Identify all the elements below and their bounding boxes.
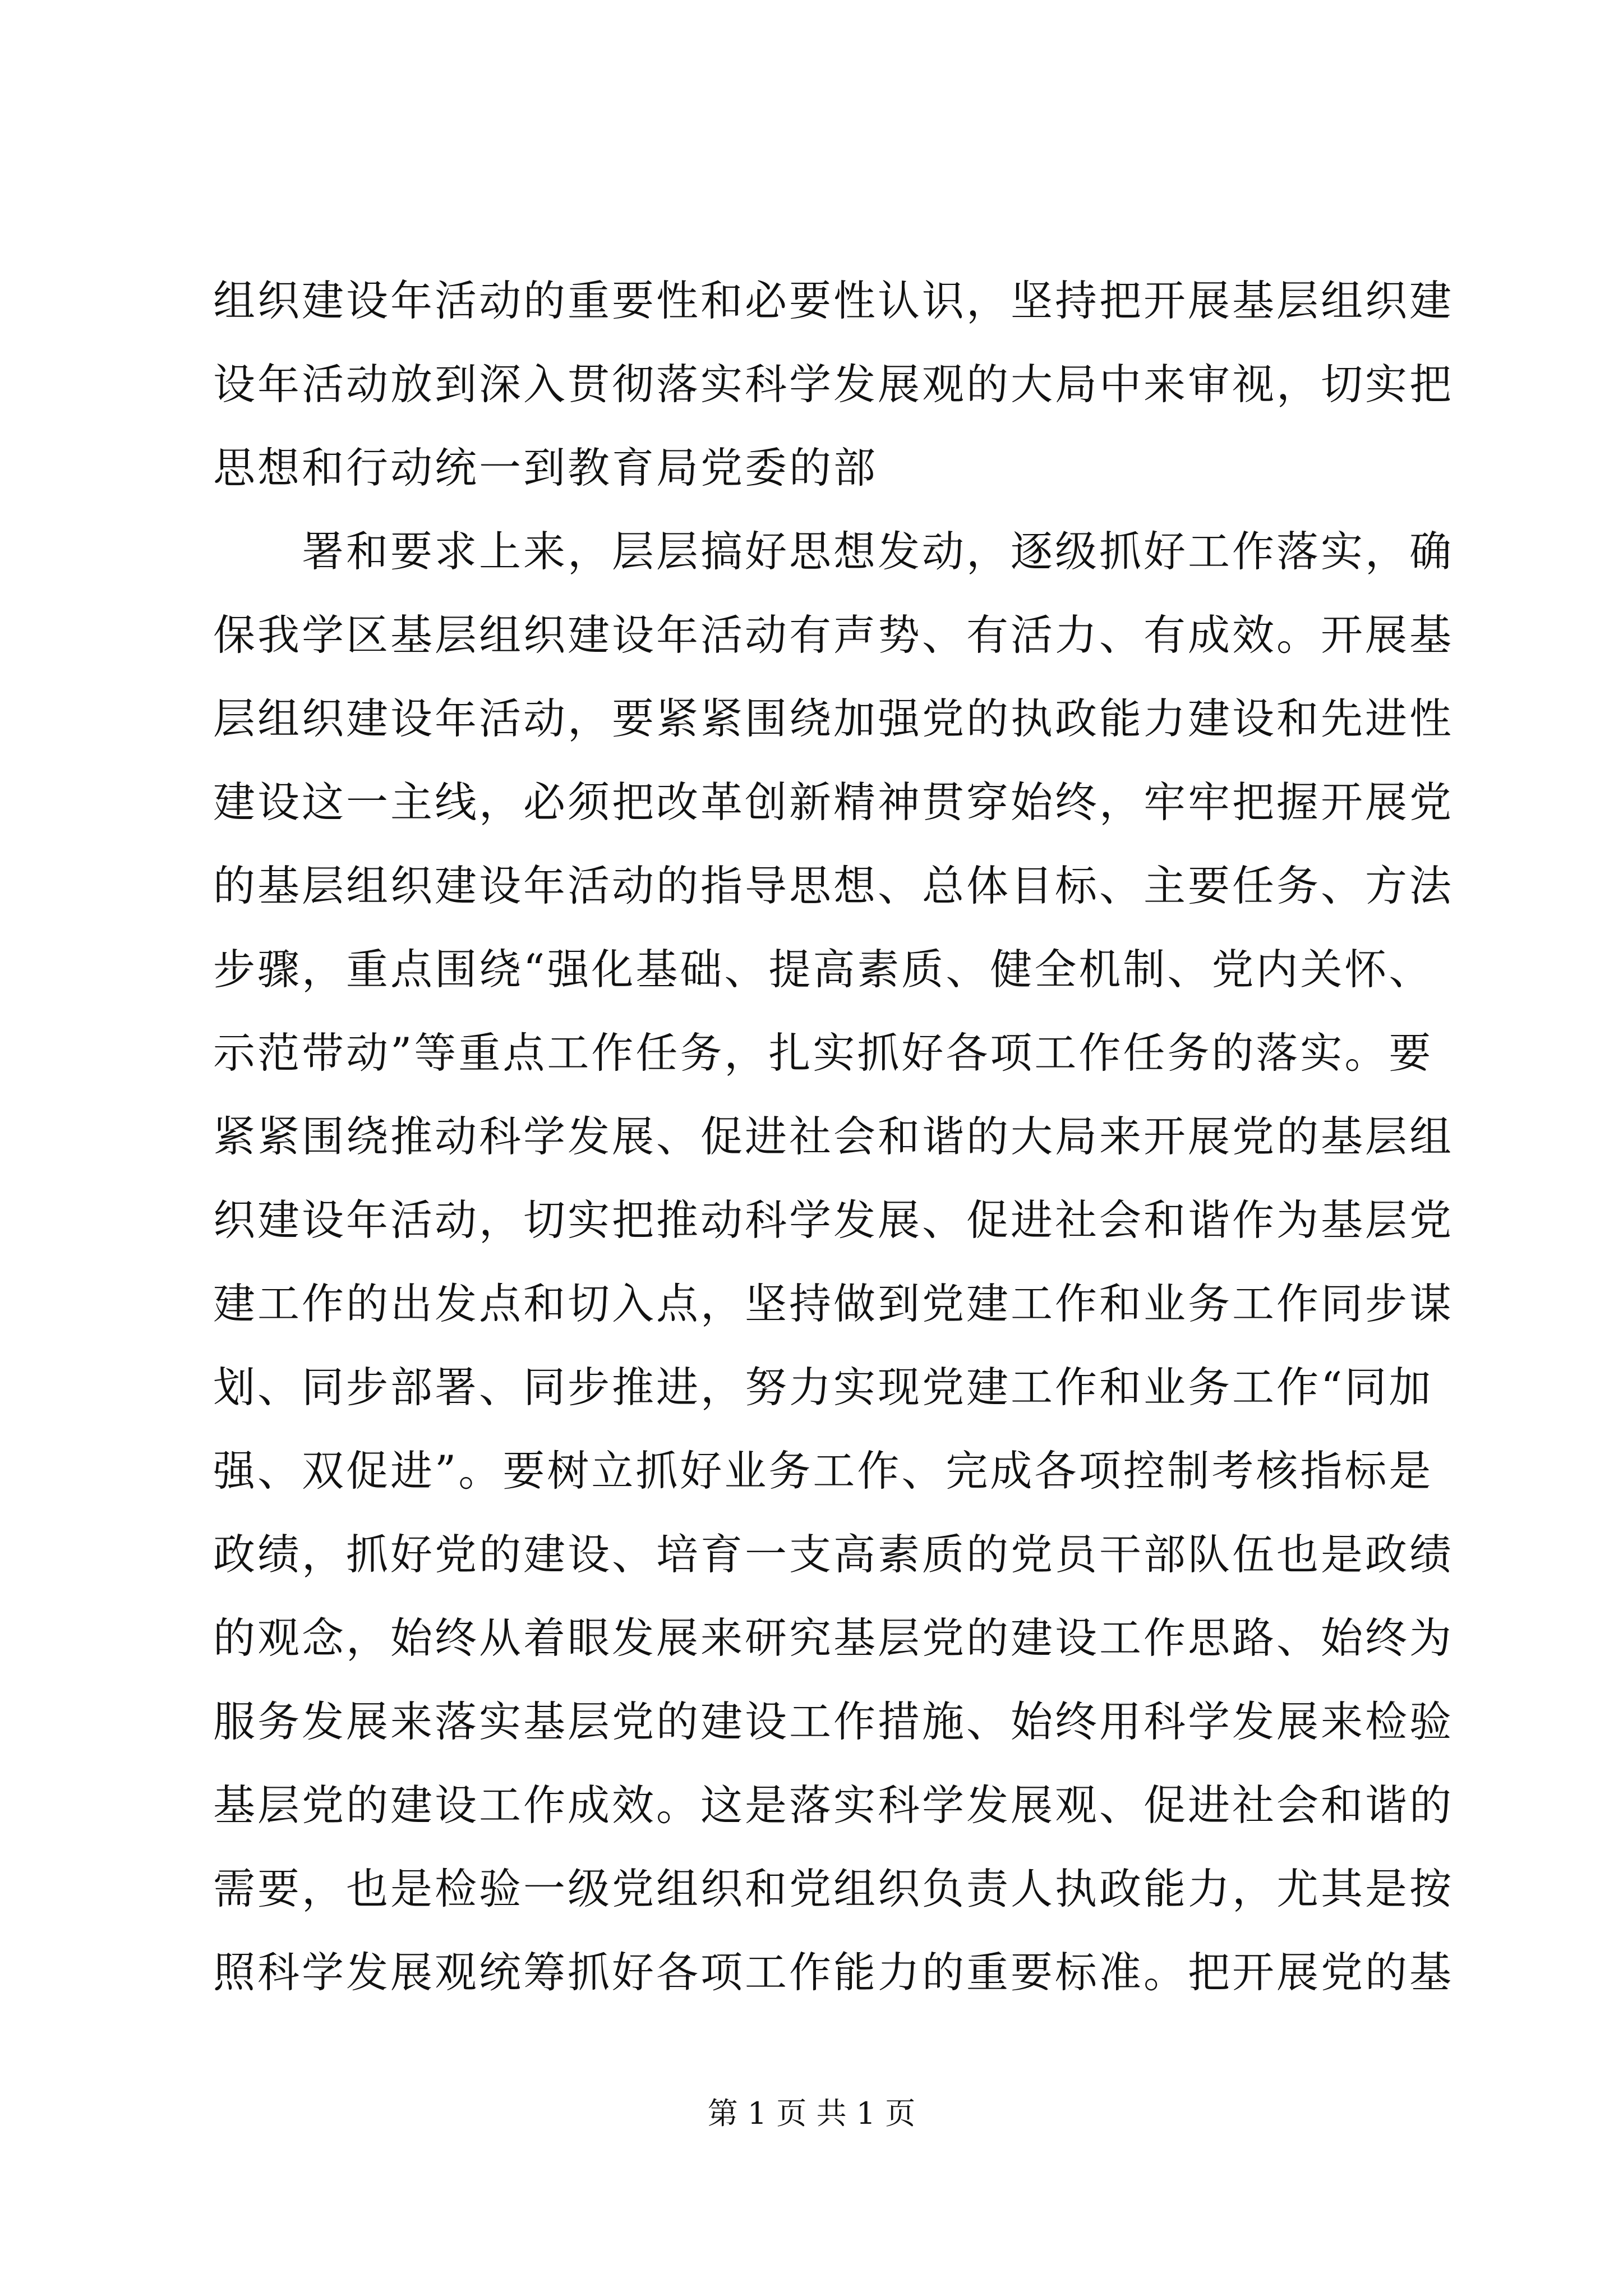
text-line: 建设这一主线，必须把改革创新精神贯穿始终，牢牢把握开展党 (213, 777, 1454, 827)
text-line: 织建设年活动，切实把推动科学发展、促进社会和谐作为基层党 (213, 1195, 1454, 1245)
body-text (213, 259, 1454, 2014)
text-line: 署和要求上来，层层搞好思想发动，逐级抓好工作落实，确 (213, 527, 1454, 576)
text-line: 建工作的出发点和切入点，坚持做到党建工作和业务工作同步谋 (213, 1279, 1454, 1328)
text-line: 的基层组织建设年活动的指导思想、总体目标、主要任务、方法 (213, 861, 1454, 910)
text-line: 强、双促进”。要树立抓好业务工作、完成各项控制考核指标是 (213, 1446, 1433, 1496)
text-line: 示范带动”等重点工作任务，扎实抓好各项工作任务的落实。要 (213, 1028, 1433, 1078)
text-line: 思想和行动统一到教育局党委的部 (213, 443, 878, 493)
text-line: 服务发展来落实基层党的建设工作措施、始终用科学发展来检验 (213, 1697, 1454, 1746)
text-line: 的观念，始终从着眼发展来研究基层党的建设工作思路、始终为 (213, 1613, 1454, 1663)
page-indicator: 第 1 页 共 1 页 (707, 2096, 916, 2131)
text-line: 基层党的建设工作成效。这是落实科学发展观、促进社会和谐的 (213, 1780, 1454, 1830)
text-line: 保我学区基层组织建设年活动有声势、有活力、有成效。开展基 (213, 610, 1454, 660)
text-line: 步骤，重点围绕“强化基础、提高素质、健全机制、党内关怀、 (213, 945, 1433, 994)
page-footer (0, 2091, 1623, 2136)
text-line: 组织建设年活动的重要性和必要性认识，坚持把开展基层组织建 (213, 276, 1454, 325)
text-line: 层组织建设年活动，要紧紧围绕加强党的执政能力建设和先进性 (213, 694, 1454, 743)
text-line: 照科学发展观统筹抓好各项工作能力的重要标准。把开展党的基 (213, 1948, 1454, 1997)
text-line: 政绩，抓好党的建设、培育一支高素质的党员干部队伍也是政绩 (213, 1530, 1454, 1579)
text-line: 需要，也是检验一级党组织和党组织负责人执政能力，尤其是按 (213, 1864, 1454, 1913)
text-line: 紧紧围绕推动科学发展、促进社会和谐的大局来开展党的基层组 (213, 1112, 1454, 1161)
text-line: 设年活动放到深入贯彻落实科学发展观的大局中来审视，切实把 (213, 360, 1454, 409)
text-line: 划、同步部署、同步推进，努力实现党建工作和业务工作“同加 (213, 1363, 1433, 1412)
